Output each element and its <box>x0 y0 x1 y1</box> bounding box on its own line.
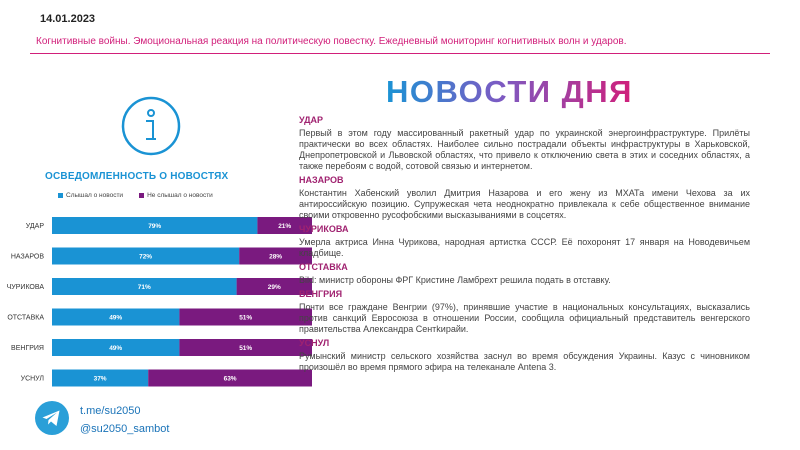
news-heading: УСНУЛ <box>299 338 330 348</box>
legend-label-heard: Слышал о новости <box>66 192 124 199</box>
news-text: Bild: министр обороны ФРГ Кристине Ламбрехт решила подать в отставку. <box>299 275 611 285</box>
news-text: Константин Хабенский уволил Дмитрия Назарова и его жену из МХАТа имени Чехова за их антироссийскую позицию. Супружеская чета неоднократно привлекала к себе общественное внимание своими откровенно русофобскими высказываниями в соцсетях. <box>299 188 750 220</box>
telegram-link[interactable]: t.me/su2050 <box>80 405 141 417</box>
data-label: 79% <box>148 223 162 230</box>
data-label: 51% <box>239 314 253 322</box>
data-label: 29% <box>267 284 281 291</box>
news-item <box>299 224 750 259</box>
legend-item-heard <box>58 192 123 199</box>
telegram-icon[interactable] <box>35 401 69 435</box>
data-label: 72% <box>139 253 153 261</box>
news-heading: УДАР <box>299 115 324 125</box>
awareness-bar-chart <box>0 200 320 390</box>
legend-label-not-heard: Не слышал о новости <box>147 192 213 199</box>
chart-title: ОСВЕДОМЛЕННОСТЬ О НОВОСТЯХ <box>45 171 229 182</box>
date: 14.01.2023 <box>40 13 96 25</box>
data-label: 28% <box>269 253 283 261</box>
news-item <box>299 175 750 221</box>
subtitle: Когнитивные войны. Эмоциональная реакция на политическую повестку. Ежедневный мониторинг когнитивных волн и ударов. <box>36 36 627 47</box>
data-label: 37% <box>93 375 107 383</box>
data-label: 49% <box>109 314 123 322</box>
news-text: Румынский министр сельского хозяйства заснул во время обсуждения Украины. Казус с чиновником произошёл во время прямого эфира на телеканале Antena 3. <box>299 351 750 372</box>
news-text: Первый в этом году массированный ракетный удар по украинской энергоинфраструктуре. Прилёты практически во всех областях. Наиболее сильно пострадали объекты инфраструктуры в Харьковской, Днепропетровской и Львовской областях, что привело к отключению света в этих и соседних областях, а также перебоям с водой, сотовой связью и интернетом. <box>299 128 750 171</box>
info-circle-icon <box>120 95 182 157</box>
category-label: ВЕНГРИЯ <box>11 345 44 352</box>
legend-item-not-heard <box>139 192 213 199</box>
data-label: 49% <box>109 345 123 352</box>
news-list <box>299 115 750 376</box>
news-heading: НАЗАРОВ <box>299 175 344 185</box>
news-item <box>299 289 750 335</box>
data-label: 51% <box>239 345 253 352</box>
news-heading: ОТСТАВКА <box>299 262 348 272</box>
data-label: 71% <box>137 284 151 291</box>
data-label: 63% <box>223 375 237 383</box>
news-heading: ВЕНГРИЯ <box>299 289 343 299</box>
news-heading: ЧУРИКОВА <box>299 224 349 234</box>
news-item <box>299 262 750 286</box>
legend-swatch-not-heard <box>139 193 144 198</box>
header-divider <box>30 53 770 54</box>
data-label: 21% <box>278 223 292 230</box>
category-label: ОТСТАВКА <box>7 314 44 322</box>
legend-swatch-heard <box>58 193 63 198</box>
news-text: Почти все граждане Венгрии (97%), принявшие участие в национальных консультациях, высказались против санкций Евросоюза в отношении России, сообщила официальный представитель венгерского правительства Александра Сентkирайи. <box>299 302 750 334</box>
category-label: УСНУЛ <box>20 375 44 383</box>
category-label: НАЗАРОВ <box>10 253 44 261</box>
news-text: Умерла актриса Инна Чурикова, народная артистка СССР. Её похоронят 17 января на Новодевичьем кладбище. <box>299 237 750 258</box>
chart-legend <box>58 192 213 199</box>
category-label: УДАР <box>25 223 44 230</box>
telegram-bot-link[interactable]: @su2050_sambot <box>80 423 170 435</box>
news-title: НОВОСТИ ДНЯ <box>386 74 633 109</box>
category-label: ЧУРИКОВА <box>6 284 44 291</box>
news-item <box>299 115 750 172</box>
news-item <box>299 338 750 373</box>
